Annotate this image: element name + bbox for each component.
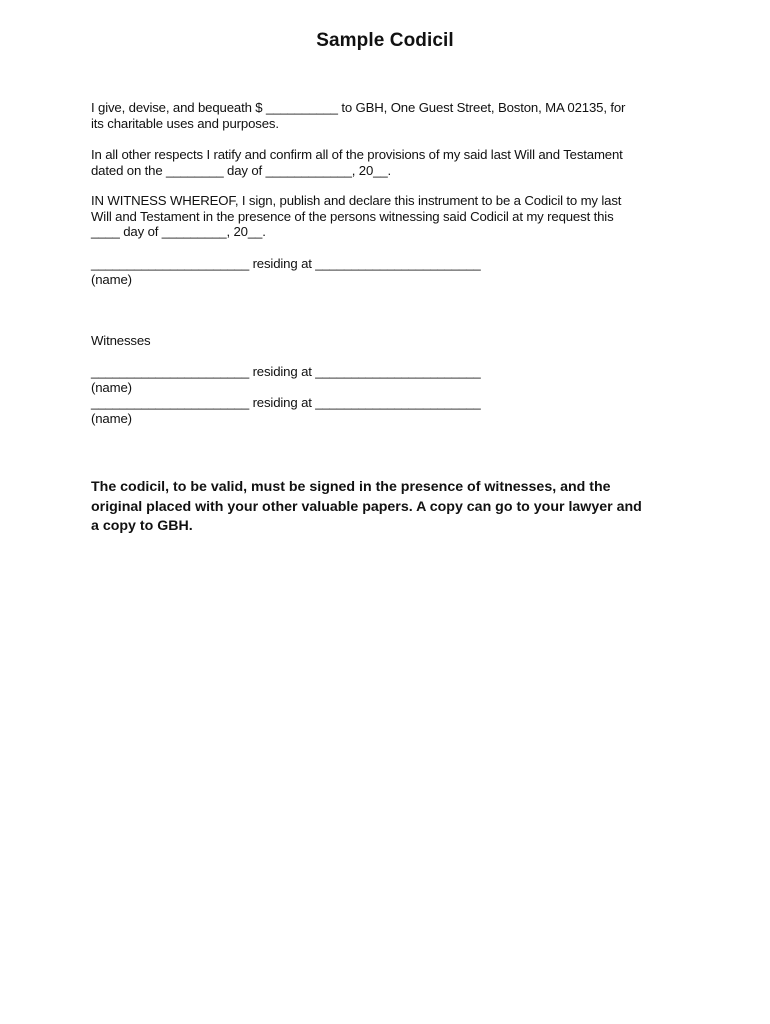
witness-signature-line: ______________________ residing at _______________________ (91, 395, 481, 410)
signer-name-label: (name) (91, 271, 132, 287)
bequest-paragraph (91, 100, 625, 131)
validity-notice (91, 478, 642, 537)
witness-whereof-paragraph (91, 193, 621, 240)
notice-line-1: The codicil, to be valid, must be signed in the presence of witnesses, and the (91, 479, 611, 495)
witness-whereof-line-1: IN WITNESS WHEREOF, I sign, publish and declare this instrument to be a Codicil to my last (91, 193, 622, 208)
witness-name-label: (name) (91, 379, 132, 395)
signer-block (91, 256, 481, 287)
witness-block-1 (91, 364, 481, 395)
witness-whereof-line-2: Will and Testament in the presence of the persons witnessing said Codicil at my request this (91, 208, 614, 224)
bequest-line-2: its charitable uses and purposes. (91, 115, 279, 131)
witness-signature-line: ______________________ residing at _______________________ (91, 364, 481, 379)
witness-block-2 (91, 395, 481, 426)
page-title: Sample Codicil (316, 30, 454, 51)
notice-line-2: original placed with your other valuable papers. A copy can go to your lawyer and (91, 498, 642, 515)
notice-line-3: a copy to GBH. (91, 518, 193, 534)
signer-signature-line: ______________________ residing at _______________________ (91, 256, 481, 271)
ratify-line-2: dated on the ________ day of ____________, 20__. (91, 162, 392, 178)
ratify-paragraph (91, 147, 623, 178)
ratify-line-1: In all other respects I ratify and confirm all of the provisions of my said last Will and Testament (91, 147, 623, 162)
witness-name-label: (name) (91, 410, 132, 426)
witness-whereof-line-3: ____ day of _________, 20__. (91, 224, 266, 239)
witnesses-heading: Witnesses (91, 333, 151, 348)
bequest-line-1: I give, devise, and bequeath $ __________ to GBH, One Guest Street, Boston, MA 02135, for (91, 100, 626, 115)
